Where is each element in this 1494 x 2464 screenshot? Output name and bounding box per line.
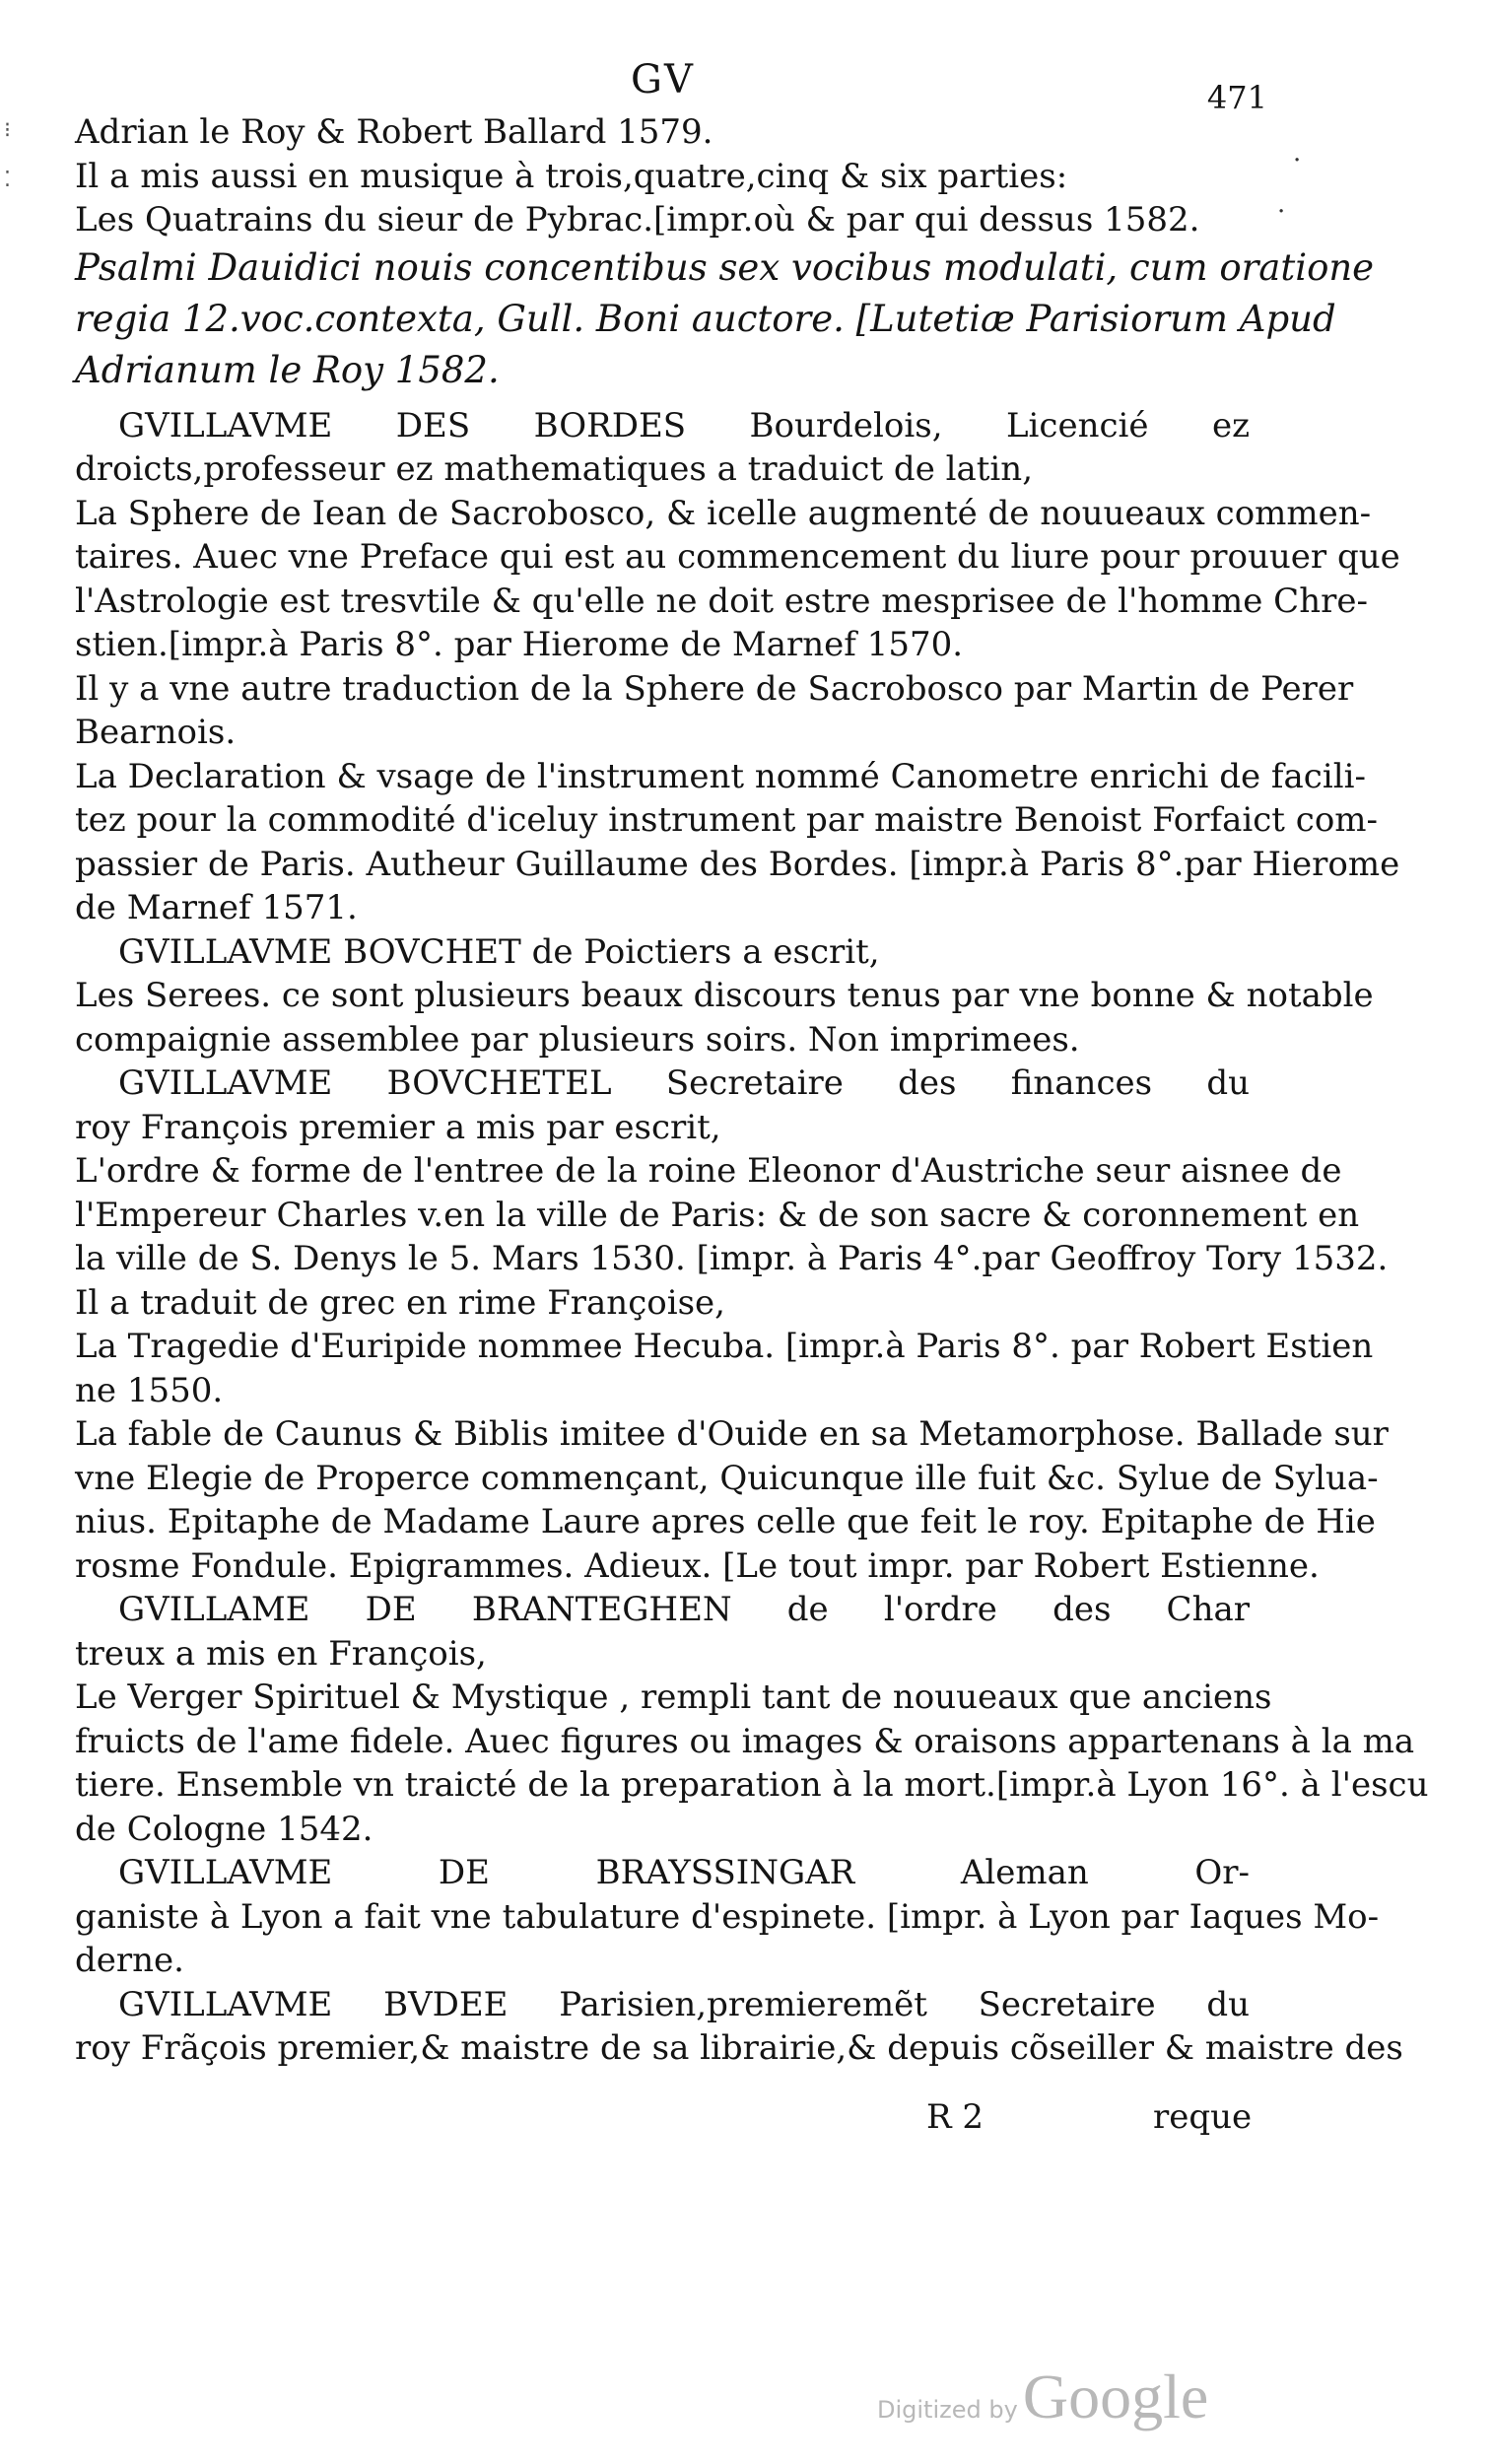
text-line: de Marnef 1571. <box>75 888 358 927</box>
text-line: Il a traduit de grec en rime Françoise, <box>75 1282 725 1323</box>
text-line: treux a mis en François, <box>75 1633 487 1674</box>
digitized-watermark <box>877 2361 1208 2433</box>
entry-heading: GVILLAVME BOVCHETEL Secretaire des finances du <box>118 1063 1250 1103</box>
text-line: La Tragedie d'Euripide nommee Hecuba. [impr.à Paris 8°. par Robert Estien <box>75 1327 1374 1366</box>
text-line: derne. <box>75 1941 184 1980</box>
text-line: roy Frãçois premier,& maistre de sa librairie,& depuis cõseiller & maistre des <box>75 2028 1403 2068</box>
text-line: l'Empereur Charles v.en la ville de Paris: & de son sacre & coronnement en <box>75 1195 1360 1235</box>
text-line: l'Astrologie est tresvtile & qu'elle ne doit estre mesprisee de l'homme Chre- <box>75 581 1368 621</box>
watermark-prefix: Digitized by <box>877 2396 1018 2424</box>
text-line: Les Quatrains du sieur de Pybrac.[impr.où & par qui dessus 1582. <box>75 200 1200 240</box>
signature-mark: R 2 <box>926 2097 985 2137</box>
text-line: Le Verger Spirituel & Mystique , rempli tant de nouueaux que anciens <box>75 1677 1272 1717</box>
text-line: fruicts de l'ame fidele. Auec figures ou images & oraisons appartenans à la ma <box>75 1721 1415 1761</box>
spacer <box>75 396 1250 404</box>
text-line-italic: Adrianum le Roy 1582. <box>75 348 500 391</box>
google-logo: Google <box>1022 2361 1209 2431</box>
text-line: tez pour la commodité d'iceluy instrument par maistre Benoist Forfaict com- <box>75 800 1379 840</box>
text-line: vne Elegie de Properce commençant, Quicunque ille fuit &c. Sylue de Sylua- <box>75 1458 1379 1498</box>
text-line: ganiste à Lyon a fait vne tabulature d'espinete. [impr. à Lyon par Iaques Mo- <box>75 1896 1380 1937</box>
text-line: tiere. Ensemble vn traicté de la preparation à la mort.[impr.à Lyon 16°. à l'escu <box>75 1765 1429 1805</box>
margin-mark: · <box>1293 146 1302 175</box>
entry-heading: GVILLAVME DES BORDES Bourdelois, Licencié ez <box>118 405 1250 445</box>
text-line: Il y a vne autre traduction de la Sphere de Sacrobosco par Martin de Perer <box>75 668 1354 709</box>
catchword: reque <box>1153 2097 1253 2137</box>
text-line: Les Serees. ce sont plusieurs beaux discours tenus par vne bonne & notable <box>75 976 1374 1015</box>
entry-heading: GVILLAVME BVDEE Parisien,premieremẽt Secretaire du <box>118 1984 1250 2024</box>
scan-edge-mark: ⁝ <box>4 118 11 143</box>
scan-edge-mark: ⁚ <box>4 168 11 192</box>
text-line: Il a mis aussi en musique à trois,quatre,cinq & six parties: <box>75 156 1068 196</box>
text-line: la ville de S. Denys le 5. Mars 1530. [impr. à Paris 4°.par Geoffroy Tory 1532. <box>75 1239 1389 1278</box>
text-line: Bearnois. <box>75 713 237 752</box>
text-line: roy François premier a mis par escrit, <box>75 1107 721 1147</box>
entry-heading: GVILLAME DE BRANTEGHEN de l'ordre des Char <box>118 1590 1250 1629</box>
text-line: La Declaration & vsage de l'instrument nommé Canometre enrichi de facili- <box>75 756 1366 796</box>
text-line: nius. Epitaphe de Madame Laure apres celle que feit le roy. Epitaphe de Hie <box>75 1502 1376 1541</box>
text-line: Adrian le Roy & Robert Ballard 1579. <box>75 112 713 152</box>
text-line: La fable de Caunus & Biblis imitee d'Ouide en sa Metamorphose. Ballade sur <box>75 1414 1389 1454</box>
text-line-italic: regia 12.voc.contexta, Gull. Boni auctore. [Lutetiæ Parisiorum Apud <box>75 297 1336 340</box>
text-line: compaignie assemblee par plusieurs soirs. Non imprimees. <box>75 1019 1080 1060</box>
running-head: GV <box>631 57 695 103</box>
text-line: droicts,professeur ez mathematiques a traduict de latin, <box>75 449 1034 489</box>
text-line: passier de Paris. Autheur Guillaume des Bordes. [impr.à Paris 8°.par Hierome <box>75 844 1400 884</box>
text-line: L'ordre & forme de l'entree de la roine Eleonor d'Austriche seur aisnee de <box>75 1151 1342 1191</box>
text-line: de Cologne 1542. <box>75 1809 374 1849</box>
page-number: 471 <box>1206 79 1267 116</box>
text-line: taires. Auec vne Preface qui est au commencement du liure pour prouuer que <box>75 537 1400 577</box>
text-line: rosme Fondule. Epigrammes. Adieux. [Le tout impr. par Robert Estienne. <box>75 1545 1320 1586</box>
margin-mark: · <box>1277 197 1286 227</box>
text-line: ne 1550. <box>75 1370 224 1410</box>
page-body <box>75 110 1429 2071</box>
entry-heading: GVILLAVME BOVCHET de Poictiers a escrit, <box>118 931 880 972</box>
text-line-italic: Psalmi Dauidici nouis concentibus sex vocibus modulati, cum oratione <box>75 245 1375 289</box>
entry-heading: GVILLAVME DE BRAYSSINGAR Aleman Or- <box>118 1853 1250 1892</box>
text-line: La Sphere de Iean de Sacrobosco, & icelle augmenté de nouueaux commen- <box>75 493 1372 533</box>
text-line: stien.[impr.à Paris 8°. par Hierome de Marnef 1570. <box>75 625 964 664</box>
